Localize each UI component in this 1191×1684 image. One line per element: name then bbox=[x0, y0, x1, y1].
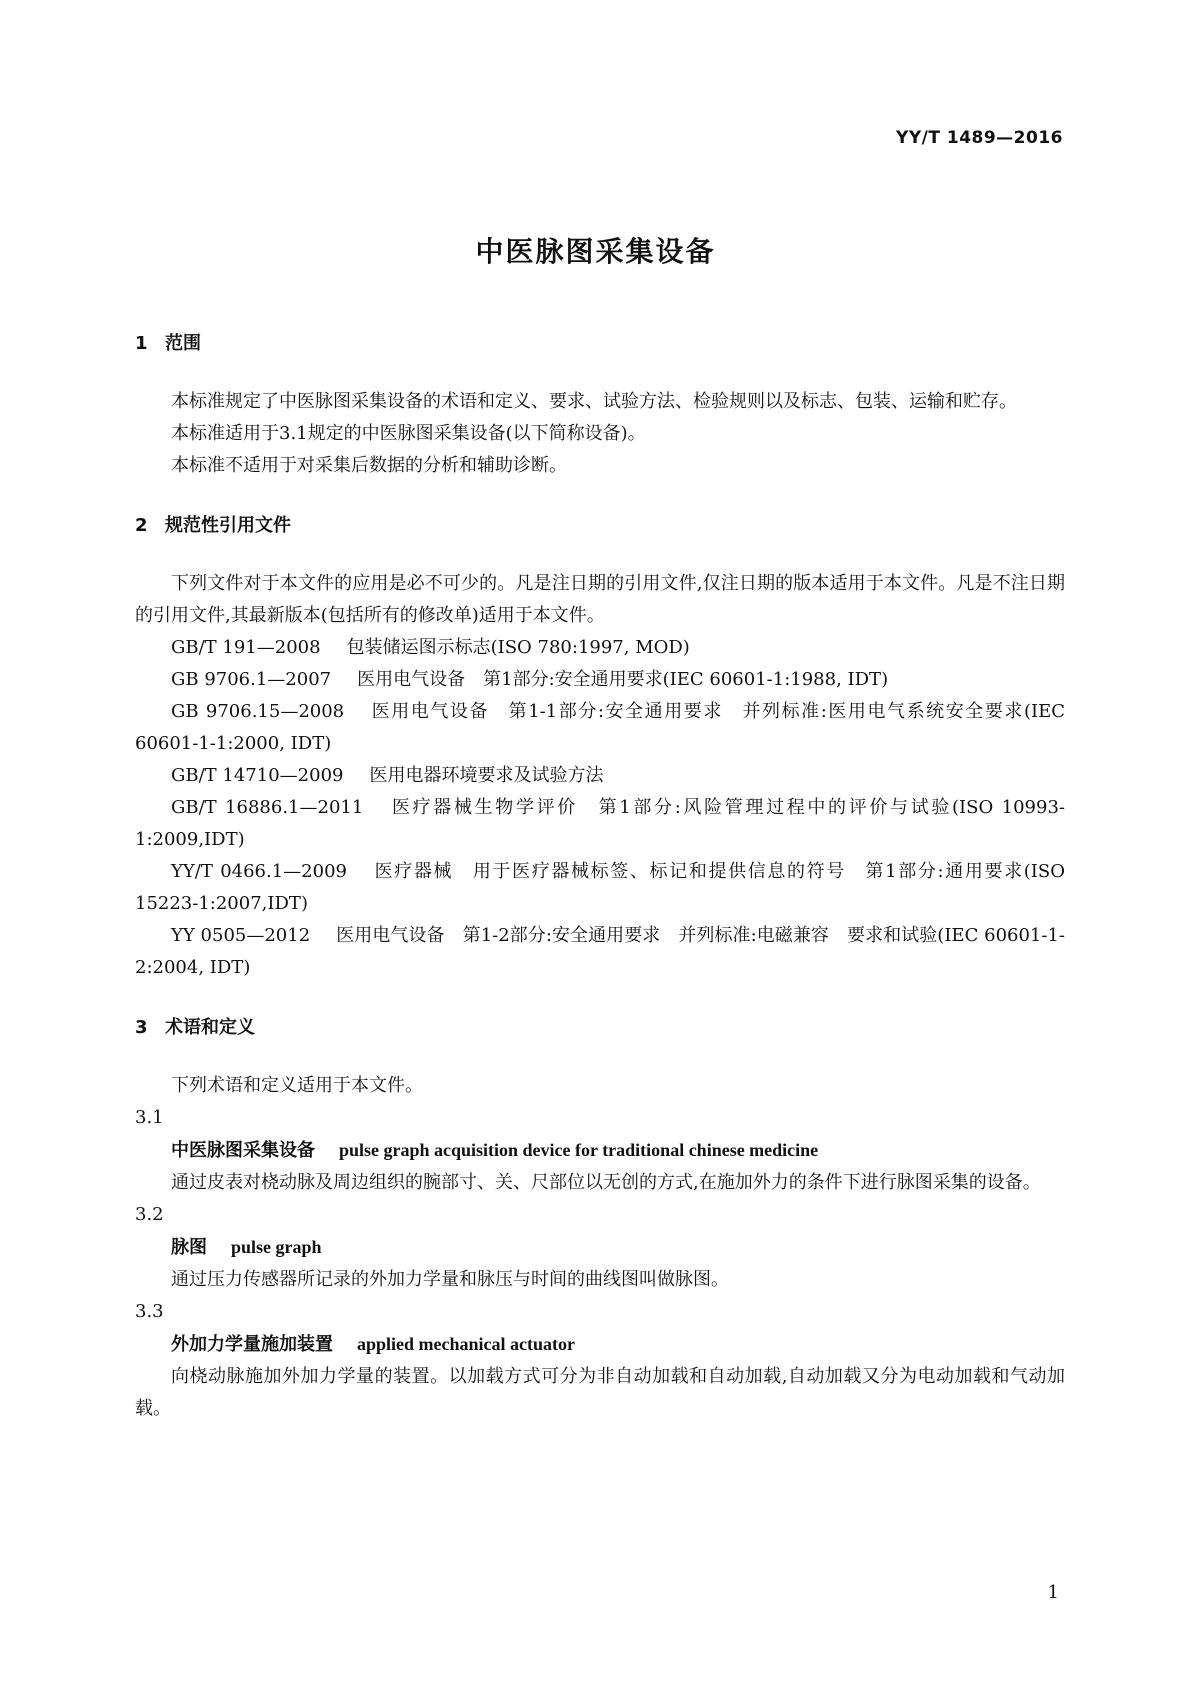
reference-title: 医用电气设备 第1-2部分:安全通用要求 并列标准:电磁兼容 要求和试验(IEC 60601-1-2:2004, IDT) bbox=[135, 925, 1065, 978]
document-title: 中医脉图采集设备 bbox=[475, 235, 716, 268]
section-number: 3 bbox=[135, 1017, 148, 1038]
reference-item bbox=[135, 760, 1065, 792]
paragraph: 本标准不适用于对采集后数据的分析和辅助诊断。 bbox=[171, 455, 567, 476]
term-heading bbox=[135, 1328, 1065, 1361]
reference-item bbox=[135, 792, 1065, 856]
term-en: pulse graph acquisition device for traditional chinese medicine bbox=[339, 1140, 819, 1160]
term-heading bbox=[135, 1231, 1065, 1264]
term-definition: 通过皮表对桡动脉及周边组织的腕部寸、关、尺部位以无创的方式,在施加外力的条件下进行脉图采集的设备。 bbox=[171, 1172, 1041, 1193]
reference-title: 医用电气设备 第1-1部分:安全通用要求 并列标准:医用电气系统安全要求(IEC 60601-1-1:2000, IDT) bbox=[135, 701, 1065, 754]
term-heading bbox=[135, 1134, 1065, 1167]
reference-item bbox=[135, 920, 1065, 984]
reference-item bbox=[135, 696, 1065, 760]
term-zh: 外加力学量施加装置 bbox=[171, 1334, 333, 1355]
document-body bbox=[135, 328, 1065, 1425]
term-zh: 中医脉图采集设备 bbox=[171, 1140, 315, 1161]
page-number: 1 bbox=[1047, 1582, 1059, 1603]
reference-code: GB/T 16886.1—2011 bbox=[171, 797, 364, 818]
reference-title: 医用电器环境要求及试验方法 bbox=[369, 765, 604, 786]
paragraph: 本标准规定了中医脉图采集设备的术语和定义、要求、试验方法、检验规则以及标志、包装、运输和贮存。 bbox=[171, 391, 1017, 412]
reference-code: YY 0505—2012 bbox=[171, 925, 311, 946]
section-3-heading bbox=[135, 1012, 1065, 1044]
section-1-heading bbox=[135, 328, 1065, 360]
term-definition: 通过压力传感器所记录的外加力学量和脉压与时间的曲线图叫做脉图。 bbox=[171, 1269, 729, 1290]
reference-code: GB 9706.15—2008 bbox=[171, 701, 345, 722]
term-en: applied mechanical actuator bbox=[357, 1334, 575, 1354]
term-number: 3.1 bbox=[135, 1107, 164, 1128]
term-number: 3.3 bbox=[135, 1301, 164, 1322]
reference-code: GB 9706.1—2007 bbox=[171, 669, 332, 690]
standard-code: YY/T 1489—2016 bbox=[896, 128, 1063, 148]
term-zh: 脉图 bbox=[171, 1237, 207, 1258]
reference-code: GB/T 14710—2009 bbox=[171, 765, 344, 786]
paragraph: 本标准适用于3.1规定的中医脉图采集设备(以下简称设备)。 bbox=[171, 423, 646, 444]
reference-title: 医疗器械 用于医疗器械标签、标记和提供信息的符号 第1部分:通用要求(ISO 15223-1:2007,IDT) bbox=[135, 861, 1066, 914]
reference-item bbox=[135, 856, 1065, 920]
reference-title: 医疗器械生物学评价 第1部分:风险管理过程中的评价与试验(ISO 10993-1:2009,IDT) bbox=[135, 797, 1065, 850]
section-title: 范围 bbox=[165, 333, 201, 354]
reference-code: YY/T 0466.1—2009 bbox=[171, 861, 347, 882]
reference-code: GB/T 191—2008 bbox=[171, 637, 321, 658]
section-2-heading bbox=[135, 510, 1065, 542]
section-title: 规范性引用文件 bbox=[165, 515, 291, 536]
term-en: pulse graph bbox=[231, 1237, 322, 1257]
reference-title: 包装储运图示标志(ISO 780:1997, MOD) bbox=[346, 637, 690, 658]
section-number: 2 bbox=[135, 515, 148, 536]
paragraph: 下列术语和定义适用于本文件。 bbox=[171, 1075, 423, 1096]
section-number: 1 bbox=[135, 333, 148, 354]
paragraph: 下列文件对于本文件的应用是必不可少的。凡是注日期的引用文件,仅注日期的版本适用于本文件。凡是不注日期的引用文件,其最新版本(包括所有的修改单)适用于本文件。 bbox=[135, 573, 1065, 626]
term-number: 3.2 bbox=[135, 1204, 164, 1225]
reference-item bbox=[135, 664, 1065, 696]
reference-title: 医用电气设备 第1部分:安全通用要求(IEC 60601-1:1988, IDT) bbox=[357, 669, 889, 690]
section-title: 术语和定义 bbox=[165, 1017, 255, 1038]
reference-item bbox=[135, 632, 1065, 664]
term-definition: 向桡动脉施加外加力学量的装置。以加载方式可分为非自动加载和自动加载,自动加载又分为电动加载和气动加载。 bbox=[135, 1366, 1065, 1419]
